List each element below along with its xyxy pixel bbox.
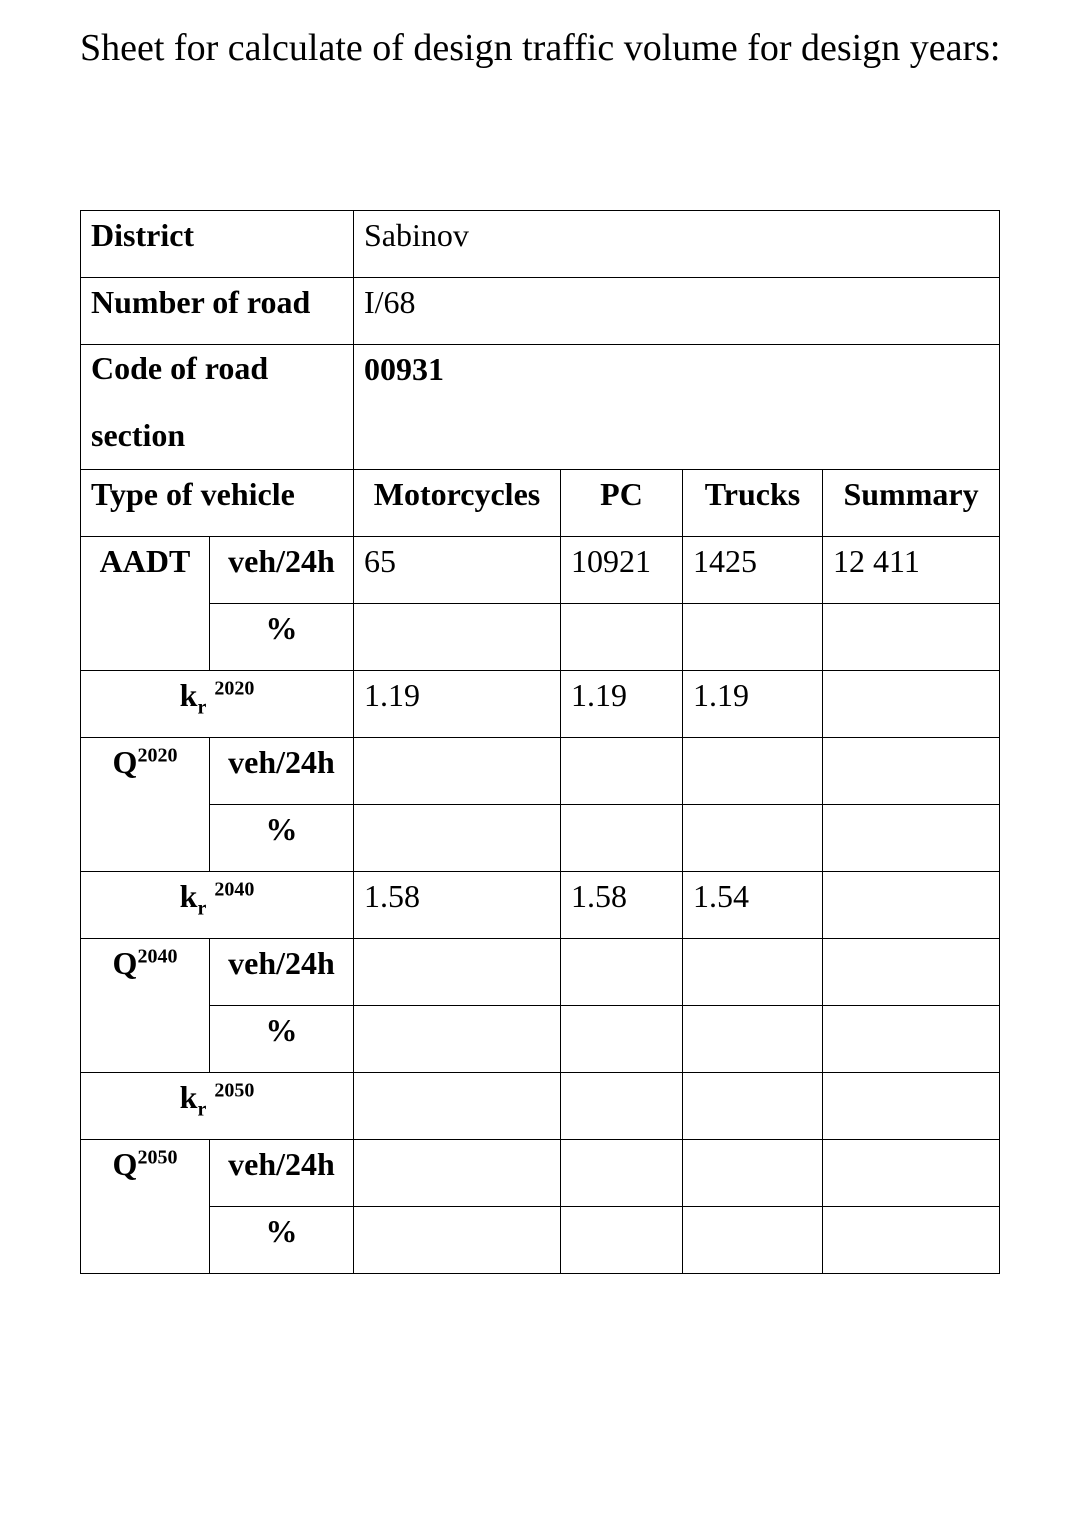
district-label: District: [81, 211, 354, 278]
q-2040-veh-trucks: [683, 939, 823, 1006]
kr-2050-row: [81, 1073, 1000, 1140]
q-2040-veh-unit: veh/24h: [210, 939, 354, 1006]
q-2040-pct-pc: [561, 1006, 683, 1073]
aadt-veh-summary: 12 411: [823, 537, 1000, 604]
q-2040-pct-unit: %: [210, 1006, 354, 1073]
q-2050-veh-trucks: [683, 1140, 823, 1207]
q-2040-veh-row: [81, 939, 1000, 1006]
page-title: Sheet for calculate of design traffic volume for design years:: [80, 27, 1001, 69]
q-2040-pct-row: [81, 1006, 1000, 1073]
q-2020-pct-summary: [823, 805, 1000, 872]
kr-2040-label: $k_r$ $^{2040}$: [81, 872, 354, 939]
kr-2040-trucks: 1.54: [683, 872, 823, 939]
header-trucks: Trucks: [683, 470, 823, 537]
district-row: [81, 211, 1000, 278]
q-2020-veh-summary: [823, 738, 1000, 805]
q-2040-pct-trucks: [683, 1006, 823, 1073]
kr-2050-trucks: [683, 1073, 823, 1140]
q-2050-veh-pc: [561, 1140, 683, 1207]
q-2050-pct-unit: %: [210, 1207, 354, 1274]
district-value: Sabinov: [354, 211, 1000, 278]
q-2020-pct-motorcycles: [354, 805, 561, 872]
kr-2050-motorcycles: [354, 1073, 561, 1140]
aadt-veh-motorcycles: 65: [354, 537, 561, 604]
q-2050-pct-pc: [561, 1207, 683, 1274]
vehicle-type-label: Type of vehicle: [81, 470, 354, 537]
aadt-veh-pc: 10921: [561, 537, 683, 604]
traffic-volume-table: [80, 210, 1000, 1274]
q-2040-veh-summary: [823, 939, 1000, 1006]
aadt-veh-unit: veh/24h: [210, 537, 354, 604]
aadt-pct-pc: [561, 604, 683, 671]
q-2020-pct-row: [81, 805, 1000, 872]
q-2050-pct-row: [81, 1207, 1000, 1274]
kr-2040-summary: [823, 872, 1000, 939]
q-2040-pct-motorcycles: [354, 1006, 561, 1073]
q-2050-veh-motorcycles: [354, 1140, 561, 1207]
kr-2040-row: [81, 872, 1000, 939]
header-summary: Summary: [823, 470, 1000, 537]
q-2020-pct-trucks: [683, 805, 823, 872]
kr-2040-pc: 1.58: [561, 872, 683, 939]
header-motorcycles: Motorcycles: [354, 470, 561, 537]
q-2020-pct-unit: %: [210, 805, 354, 872]
q-2020-veh-row: [81, 738, 1000, 805]
q-2040-veh-pc: [561, 939, 683, 1006]
q-2040-pct-summary: [823, 1006, 1000, 1073]
kr-2050-pc: [561, 1073, 683, 1140]
q-2050-pct-summary: [823, 1207, 1000, 1274]
kr-2050-summary: [823, 1073, 1000, 1140]
q-2020-pct-pc: [561, 805, 683, 872]
road-number-label: Number of road: [81, 278, 354, 345]
header-pc: PC: [561, 470, 683, 537]
aadt-pct-row: [81, 604, 1000, 671]
road-section-label: Code of road section: [91, 350, 269, 453]
vehicle-type-header-row: [81, 470, 1000, 537]
aadt-label: AADT: [81, 537, 210, 671]
q-2040-label: $Q^{2040}$: [81, 939, 210, 1073]
aadt-pct-unit: %: [210, 604, 354, 671]
road-number-value: I/68: [354, 278, 1000, 345]
aadt-veh-row: [81, 537, 1000, 604]
kr-2020-pc: 1.19: [561, 671, 683, 738]
aadt-pct-summary: [823, 604, 1000, 671]
q-2020-veh-pc: [561, 738, 683, 805]
kr-2020-summary: [823, 671, 1000, 738]
kr-2020-row: [81, 671, 1000, 738]
aadt-pct-motorcycles: [354, 604, 561, 671]
kr-2040-motorcycles: 1.58: [354, 872, 561, 939]
q-2050-pct-trucks: [683, 1207, 823, 1274]
aadt-pct-trucks: [683, 604, 823, 671]
kr-2020-label: $k_r$ $^{2020}$: [81, 671, 354, 738]
road-section-label-cell: [81, 345, 354, 470]
q-2020-veh-trucks: [683, 738, 823, 805]
q-2020-veh-motorcycles: [354, 738, 561, 805]
road-section-row: [81, 345, 1000, 470]
q-2020-label: $Q^{2020}$: [81, 738, 210, 872]
q-2040-veh-motorcycles: [354, 939, 561, 1006]
road-section-value: 00931: [354, 345, 1000, 470]
kr-2020-trucks: 1.19: [683, 671, 823, 738]
q-2050-pct-motorcycles: [354, 1207, 561, 1274]
q-2050-veh-row: [81, 1140, 1000, 1207]
kr-2020-motorcycles: 1.19: [354, 671, 561, 738]
kr-2050-label: $k_r$ $^{2050}$: [81, 1073, 354, 1140]
q-2050-veh-unit: veh/24h: [210, 1140, 354, 1207]
q-2050-label: $Q^{2050}$: [81, 1140, 210, 1274]
q-2020-veh-unit: veh/24h: [210, 738, 354, 805]
q-2050-veh-summary: [823, 1140, 1000, 1207]
aadt-veh-trucks: 1425: [683, 537, 823, 604]
